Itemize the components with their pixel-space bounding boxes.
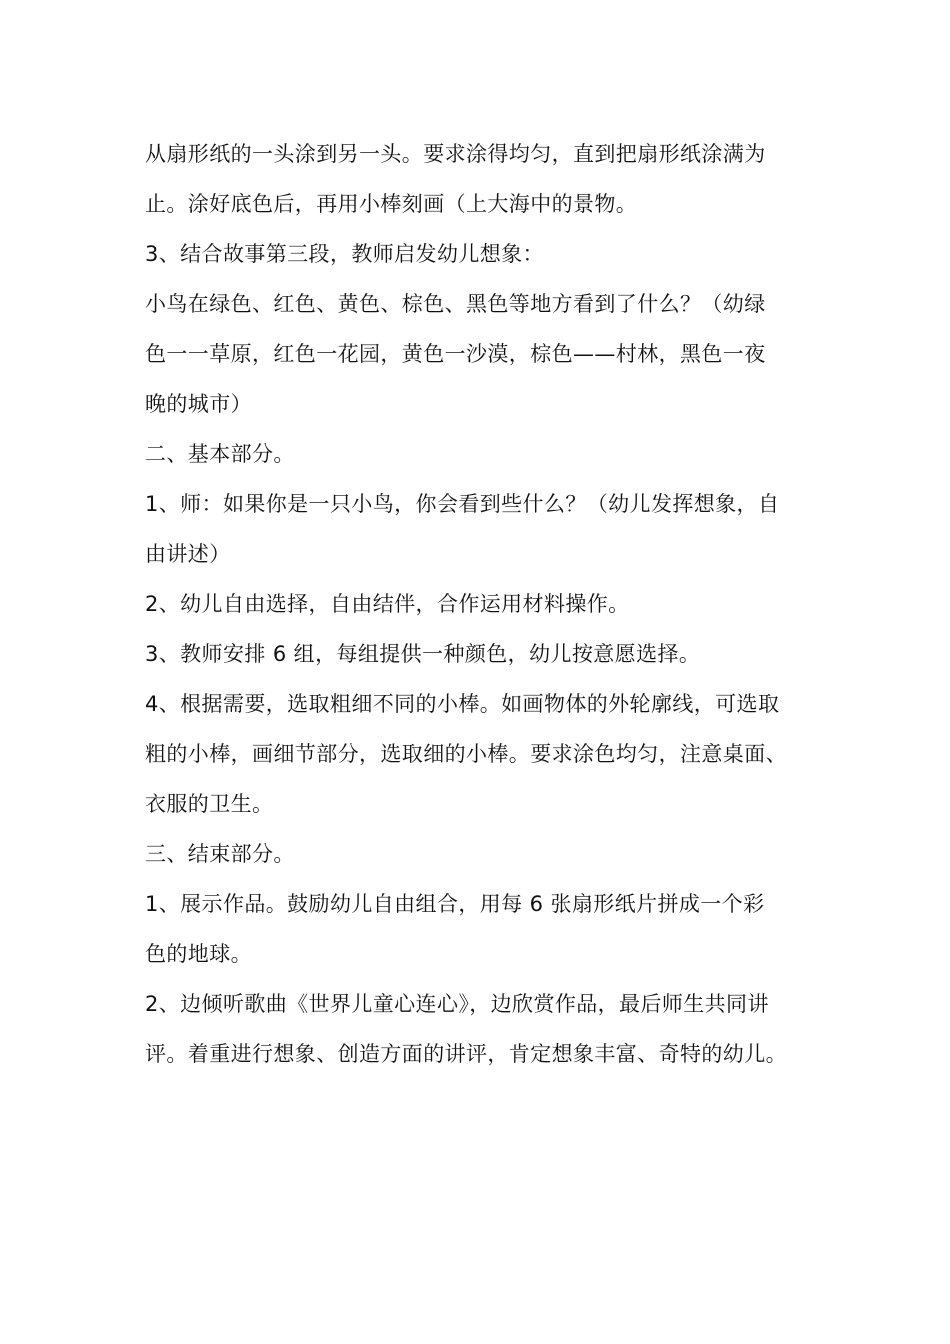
- text-line: 色一一草原，红色一花园，黄色一沙漠，棕色——村林，黑色一夜: [145, 342, 766, 366]
- text-line: 衣服的卫生。: [145, 792, 274, 816]
- text-line: 4、根据需要，选取粗细不同的小棒。如画物体的外轮廓线，可选取: [145, 692, 780, 716]
- text-line: 止。涂好底色后，再用小棒刻画（上大海中的景物。: [145, 192, 638, 216]
- text-line: 色的地球。: [145, 942, 252, 966]
- document-body: [145, 129, 835, 1079]
- text-line: 由讲述）: [145, 542, 231, 566]
- text-line: 粗的小棒，画细节部分，选取细的小棒。要求涂色均匀，注意桌面、: [145, 742, 787, 766]
- text-line: 1、师：如果你是一只小鸟，你会看到些什么？（幼儿发挥想象，自: [145, 492, 780, 516]
- text-line: 评。着重进行想象、创造方面的讲评，肯定想象丰富、奇特的幼儿。: [145, 1042, 787, 1066]
- text-line: 晚的城市）: [145, 392, 252, 416]
- section-heading: 二、基本部分。: [145, 442, 295, 466]
- section-heading: 三、结束部分。: [145, 842, 295, 866]
- text-line: 小鸟在绿色、红色、黄色、棕色、黑色等地方看到了什么？（幼绿: [145, 292, 766, 316]
- text-line: 2、边倾听歌曲《世界儿童心连心》，边欣赏作品，最后师生共同讲: [145, 992, 769, 1016]
- text-line: 1、展示作品。鼓励幼儿自由组合，用每 6 张扇形纸片拼成一个彩: [145, 892, 765, 916]
- text-line: 从扇形纸的一头涂到另一头。要求涂得均匀，直到把扇形纸涂满为: [145, 142, 766, 166]
- text-line: 3、结合故事第三段，教师启发幼儿想象：: [145, 242, 544, 266]
- text-line: 2、幼儿自由选择，自由结伴，合作运用材料操作。: [145, 592, 630, 616]
- text-line: 3、教师安排 6 组，每组提供一种颜色，幼儿按意愿选择。: [145, 642, 701, 666]
